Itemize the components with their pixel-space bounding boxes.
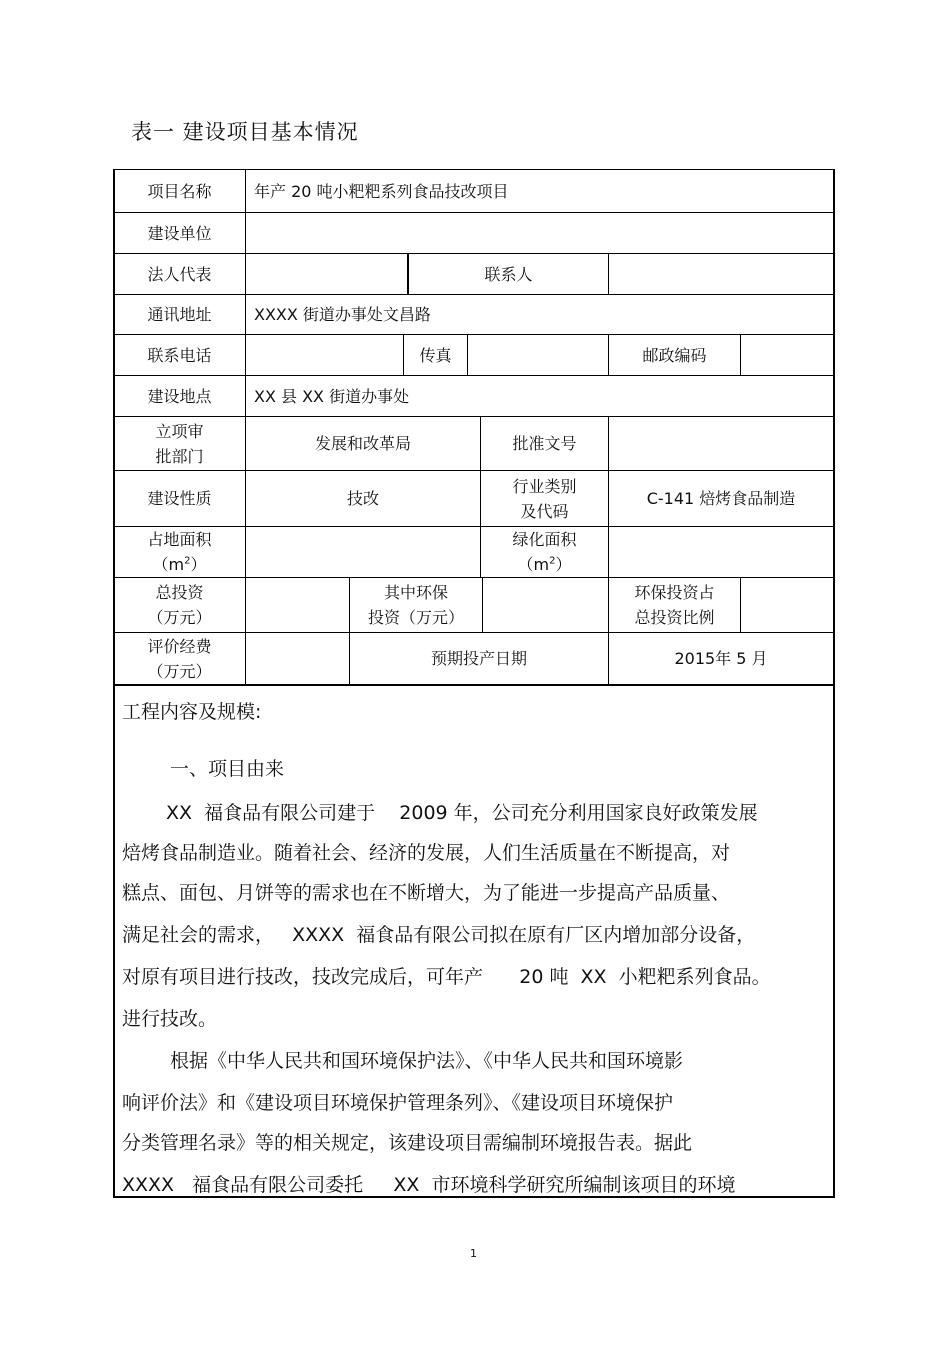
total-invest-value bbox=[246, 578, 349, 632]
land-area-value bbox=[246, 527, 480, 577]
unit-text: （m bbox=[152, 555, 185, 574]
location-label: 建设地点 bbox=[147, 386, 212, 406]
env-ratio-value bbox=[741, 578, 833, 632]
nature-label: 建设性质 bbox=[147, 489, 212, 508]
unit-text: （m bbox=[517, 555, 550, 574]
location-value: XX 县 XX 街道办事处 bbox=[254, 386, 410, 406]
phone-value bbox=[246, 335, 403, 375]
env-invest-value bbox=[483, 578, 608, 632]
env-invest-label: 其中环保 投资（万元） bbox=[367, 583, 464, 627]
subsection-title: 一、项目由来 bbox=[170, 758, 285, 780]
paragraph-line: XXXX 福食品有限公司委托 XX 市环境科学研究所编制该项目的环境 bbox=[122, 1174, 736, 1196]
row-divider bbox=[114, 684, 835, 686]
unit-superscript: 2 bbox=[549, 555, 556, 567]
page-title: 表一 建设项目基本情况 bbox=[131, 120, 359, 144]
green-area-value bbox=[609, 527, 833, 577]
nature-value: 技改 bbox=[346, 489, 379, 508]
fax-label: 传真 bbox=[419, 345, 452, 365]
land-area-label bbox=[114, 527, 245, 577]
paragraph-line: XX 福食品有限公司建于 2009 年，公司充分利用国家良好政策发展 bbox=[166, 802, 758, 824]
paragraph-line: 进行技改。 bbox=[122, 1008, 218, 1030]
project-name-label: 项目名称 bbox=[147, 181, 212, 201]
paragraph-line: 分类管理名录》等的相关规定，该建设项目需编制环境报告表。据此 bbox=[122, 1132, 693, 1154]
section-title: 工程内容及规模: bbox=[122, 701, 262, 723]
contact-label: 联系人 bbox=[484, 264, 533, 284]
address-label: 通讯地址 bbox=[147, 305, 212, 324]
unit-paren: ） bbox=[190, 555, 207, 574]
approval-no-value bbox=[609, 417, 833, 470]
construction-unit-value bbox=[246, 213, 833, 253]
legal-rep-label: 法人代表 bbox=[147, 264, 212, 284]
project-name-value: 年产 20 吨小粑粑系列食品技改项目 bbox=[254, 181, 509, 201]
paragraph-line: 糕点、面包、月饼等的需求也在不断增大，为了能进一步提高产品质量、 bbox=[122, 882, 731, 904]
expected-date-label: 预期投产日期 bbox=[430, 649, 527, 668]
industry-label: 行业类别 及代码 bbox=[512, 476, 577, 521]
paragraph-line: 根据《中华人民共和国环境保护法》、《中华人民共和国环境影 bbox=[170, 1050, 684, 1072]
eval-fee-label: 评价经费 （万元） bbox=[147, 636, 212, 681]
total-invest-label: 总投资 （万元） bbox=[147, 583, 212, 627]
contact-value bbox=[609, 254, 833, 294]
env-ratio-label: 环保投资占 总投资比例 bbox=[634, 583, 715, 627]
green-area-unit bbox=[518, 552, 572, 577]
construction-unit-label: 建设单位 bbox=[147, 223, 212, 243]
expected-date-value: 2015年 5 月 bbox=[674, 649, 768, 668]
paragraph-line: 焙烤食品制造业。随着社会、经济的发展，人们生活质量在不断提高，对 bbox=[122, 842, 731, 864]
paragraph-line: 对原有项目进行技改，技改完成后，可年产 20 吨 XX 小粑粑系列食品。 bbox=[122, 966, 771, 988]
approval-dept-value: 发展和改革局 bbox=[314, 434, 411, 453]
legal-rep-value bbox=[246, 254, 407, 294]
industry-value: C-141 焙烤食品制造 bbox=[646, 489, 796, 508]
paragraph-line: 满足社会的需求， XXXX 福食品有限公司拟在原有厂区内增加部分设备， bbox=[122, 924, 756, 946]
fax-value bbox=[468, 335, 608, 375]
page-number: 1 bbox=[470, 1247, 477, 1260]
land-area-unit bbox=[153, 552, 207, 577]
phone-label: 联系电话 bbox=[147, 345, 212, 365]
approval-no-label: 批准文号 bbox=[512, 434, 577, 453]
address-value: XXXX 街道办事处文昌路 bbox=[254, 305, 431, 324]
postcode-label: 邮政编码 bbox=[642, 345, 707, 365]
paragraph-line: 响评价法》和《建设项目环境保护管理条列》、《建设项目环境保护 bbox=[122, 1092, 674, 1114]
approval-dept-label: 立项审 批部门 bbox=[155, 421, 204, 466]
land-area-label-text: 占地面积 bbox=[147, 530, 212, 549]
unit-paren: ） bbox=[555, 555, 572, 574]
green-area-label-text: 绿化面积 bbox=[512, 530, 577, 549]
postcode-value bbox=[741, 335, 833, 375]
eval-fee-value bbox=[246, 633, 349, 684]
green-area-label bbox=[481, 527, 608, 577]
unit-superscript: 2 bbox=[184, 555, 191, 567]
